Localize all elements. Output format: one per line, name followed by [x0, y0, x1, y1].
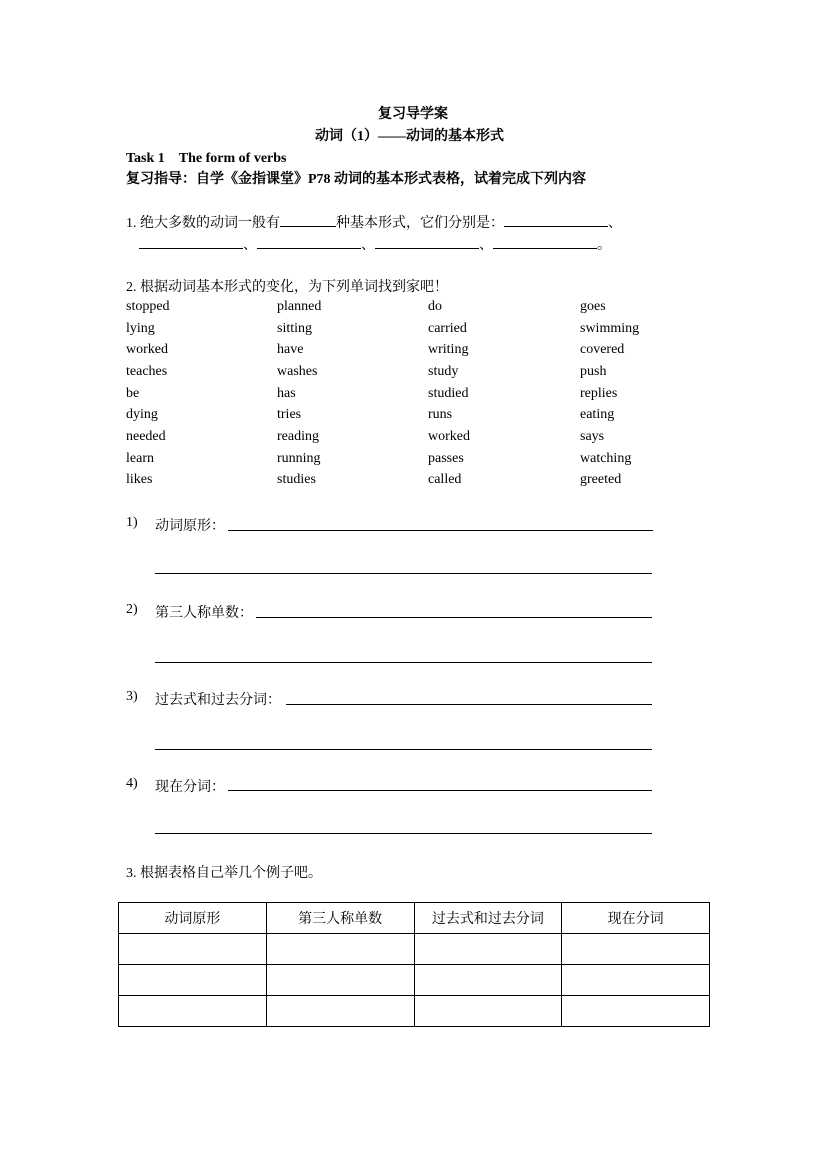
task-heading: Task 1 The form of verbs: [126, 151, 287, 166]
category-number: 4): [126, 776, 138, 791]
word-item: running: [277, 451, 321, 466]
word-item: studies: [277, 472, 316, 487]
word-item: says: [580, 429, 605, 444]
answer-line[interactable]: [256, 617, 652, 618]
review-guide: 复习指导：自学《金指课堂》P78 动词的基本形式表格，试着完成下列内容: [126, 172, 587, 187]
word-item: planned: [277, 299, 322, 314]
table-cell[interactable]: [414, 934, 562, 965]
q1-text-a: 绝大多数的动词一般有: [140, 216, 280, 231]
word-item: reading: [277, 429, 319, 444]
word-item: have: [277, 342, 304, 357]
word-item: washes: [277, 364, 318, 379]
word-item: called: [428, 472, 462, 487]
word-item: covered: [580, 342, 625, 357]
table-row: [119, 996, 710, 1027]
word-item: studied: [428, 386, 469, 401]
answer-line[interactable]: [155, 573, 652, 574]
word-item: goes: [580, 299, 606, 314]
word-item: watching: [580, 451, 632, 466]
word-item: replies: [580, 386, 618, 401]
example-table: [118, 902, 710, 1027]
category-label: 第三人称单数：: [155, 606, 253, 621]
page-subtitle: 动词（1）——动词的基本形式: [315, 129, 504, 144]
word-item: study: [428, 364, 459, 379]
word-item: carried: [428, 321, 467, 336]
word-item: push: [580, 364, 607, 379]
table-cell[interactable]: [119, 996, 267, 1027]
category-label: 过去式和过去分词：: [155, 693, 281, 708]
word-item: has: [277, 386, 296, 401]
table-cell[interactable]: [266, 934, 414, 965]
category-number: 1): [126, 515, 138, 530]
word-item: dying: [126, 407, 158, 422]
category-number: 3): [126, 689, 138, 704]
q1-blank-form-1[interactable]: [504, 212, 608, 227]
table-cell[interactable]: [119, 934, 267, 965]
word-item: tries: [277, 407, 302, 422]
table-row: [119, 934, 710, 965]
category-number: 2): [126, 602, 138, 617]
question-2-prompt: 2. 根据动词基本形式的变化，为下列单词找到家吧！: [126, 280, 448, 295]
q1-blank-form-2[interactable]: [139, 234, 243, 249]
word-item: greeted: [580, 472, 622, 487]
question-1-line-2: [139, 234, 611, 254]
q1-sep: 、: [479, 238, 493, 253]
category-label: 动词原形：: [155, 519, 225, 534]
column-header: 第三人称单数: [266, 903, 414, 934]
word-item: runs: [428, 407, 453, 422]
q1-blank-form-4[interactable]: [375, 234, 479, 249]
word-item: worked: [428, 429, 470, 444]
answer-line[interactable]: [155, 662, 652, 663]
q1-blank-form-3[interactable]: [257, 234, 361, 249]
word-item: writing: [428, 342, 469, 357]
q1-sep: 、: [243, 238, 257, 253]
word-item: sitting: [277, 321, 313, 336]
column-header: 过去式和过去分词: [414, 903, 562, 934]
word-item: lying: [126, 321, 155, 336]
word-item: do: [428, 299, 442, 314]
q1-sep: 、: [608, 216, 622, 231]
q1-blank-count[interactable]: [280, 212, 336, 227]
word-item: eating: [580, 407, 615, 422]
answer-line[interactable]: [155, 833, 652, 834]
table-cell[interactable]: [119, 965, 267, 996]
word-item: worked: [126, 342, 168, 357]
answer-line[interactable]: [155, 749, 652, 750]
answer-line[interactable]: [286, 704, 652, 705]
q1-blank-form-5[interactable]: [493, 234, 597, 249]
category-label: 现在分词：: [155, 780, 225, 795]
column-header: 动词原形: [119, 903, 267, 934]
word-item: needed: [126, 429, 166, 444]
page-title: 复习导学案: [378, 107, 448, 122]
q1-text-b: 种基本形式，它们分别是：: [336, 216, 504, 231]
q1-end: 。: [597, 238, 611, 253]
word-item: be: [126, 386, 140, 401]
question-1: [126, 212, 622, 232]
word-item: teaches: [126, 364, 168, 379]
column-header: 现在分词: [562, 903, 710, 934]
q1-sep: 、: [361, 238, 375, 253]
word-item: likes: [126, 472, 153, 487]
word-item: learn: [126, 451, 154, 466]
answer-line[interactable]: [228, 530, 653, 531]
word-item: passes: [428, 451, 464, 466]
word-item: stopped: [126, 299, 170, 314]
table-cell[interactable]: [414, 965, 562, 996]
table-cell[interactable]: [414, 996, 562, 1027]
table-row: [119, 965, 710, 996]
question-3-prompt: 3. 根据表格自己举几个例子吧。: [126, 866, 322, 881]
word-item: swimming: [580, 321, 640, 336]
table-header-row: [119, 903, 710, 934]
answer-line[interactable]: [228, 790, 652, 791]
table-cell[interactable]: [562, 934, 710, 965]
table-cell[interactable]: [266, 965, 414, 996]
table-cell[interactable]: [562, 996, 710, 1027]
q1-number: 1.: [126, 216, 137, 231]
table-cell[interactable]: [562, 965, 710, 996]
table-cell[interactable]: [266, 996, 414, 1027]
